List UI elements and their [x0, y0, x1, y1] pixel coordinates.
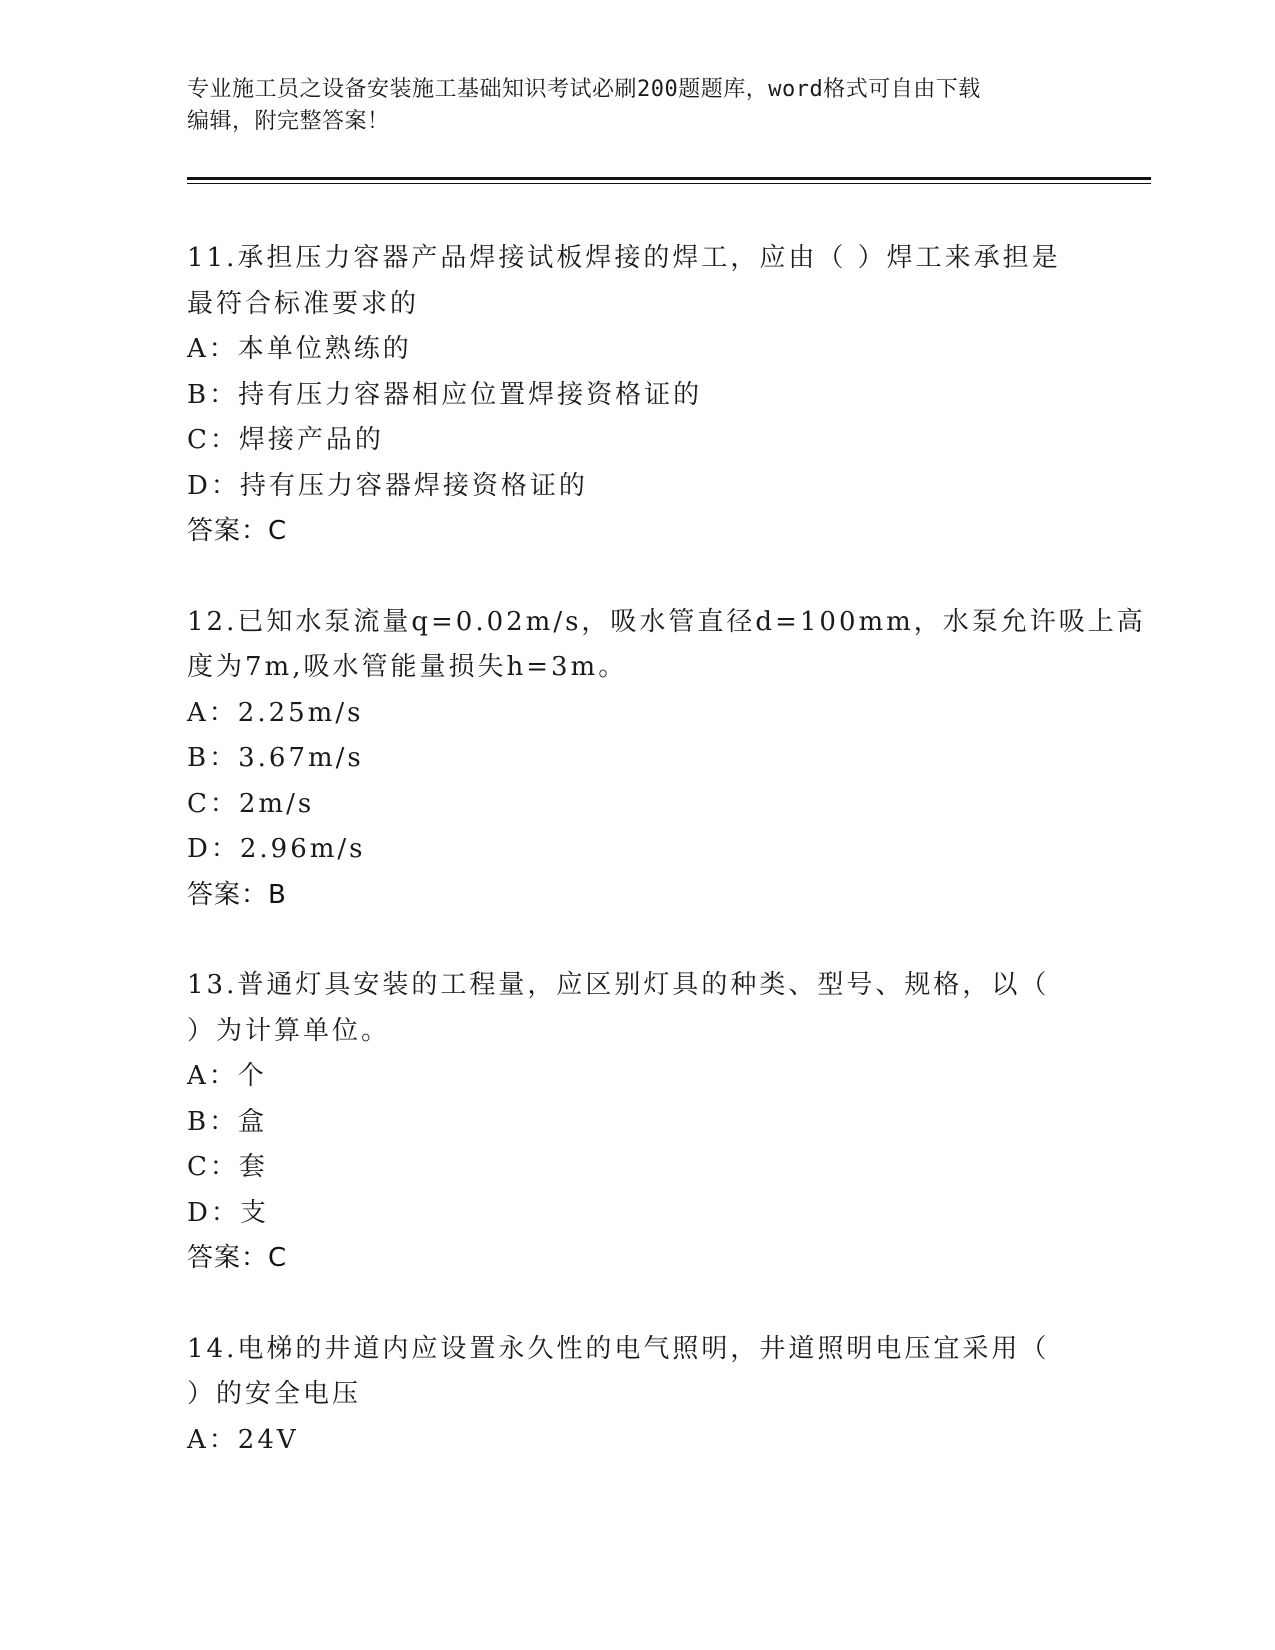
- question-spacer: [187, 555, 1067, 600]
- option-a: A：本单位熟练的: [187, 334, 412, 364]
- answer-line: 答案：C: [187, 516, 288, 546]
- option-d: D：持有压力容器焊接资格证的: [187, 470, 588, 501]
- question-spacer: [187, 1282, 1067, 1327]
- question-11: [187, 236, 1067, 555]
- question-stem-line: 13.普通灯具安装的工程量，应区别灯具的种类、型号、规格，以（: [187, 970, 1050, 1000]
- question-list: [187, 236, 1146, 1463]
- option-a: A：24V: [187, 1424, 299, 1455]
- option-c: C：焊接产品的: [187, 425, 384, 455]
- option-b: B：3.67m/s: [187, 743, 364, 773]
- option-c: C：2m/s: [187, 788, 315, 819]
- header-line-1: 专业施工员之设备安装施工基础知识考试必刷200题题库，word格式可自由下载: [187, 77, 981, 102]
- option-b: B：盒: [187, 1106, 268, 1137]
- question-stem-line: 度为7m,吸水管能量损失h=3m。: [187, 652, 628, 682]
- question-stem-line: 11.承担压力容器产品焊接试板焊接的焊工，应由（ ）焊工来承担是: [187, 243, 1061, 273]
- option-d: D：支: [187, 1197, 269, 1228]
- header-divider-thick: [187, 177, 1151, 180]
- option-c: C：套: [187, 1152, 268, 1182]
- answer-line: 答案：C: [187, 1243, 288, 1273]
- document-header: [187, 74, 1067, 138]
- question-14: [187, 1327, 1067, 1464]
- question-stem-line: 最符合标准要求的: [187, 288, 420, 319]
- header-divider-thin: [187, 183, 1151, 184]
- question-13: [187, 963, 1067, 1282]
- question-12: [187, 600, 1146, 919]
- question-stem-line: 12.已知水泵流量q=0.02m/s，吸水管直径d=100mm，水泵允许吸上高: [187, 606, 1146, 637]
- option-b: B：持有压力容器相应位置焊接资格证的: [187, 379, 703, 410]
- option-d: D：2.96m/s: [187, 834, 366, 864]
- question-stem-line: ）的安全电压: [187, 1379, 362, 1409]
- answer-line: 答案：B: [187, 879, 287, 910]
- question-stem-line: ）为计算单位。: [187, 1015, 391, 1046]
- question-spacer: [187, 918, 1067, 963]
- option-a: A：2.25m/s: [187, 697, 364, 728]
- option-a: A：个: [187, 1061, 267, 1091]
- question-stem-line: 14.电梯的井道内应设置永久性的电气照明，井道照明电压宜采用（: [187, 1333, 1050, 1364]
- header-line-2: 编辑，附完整答案！: [187, 109, 390, 134]
